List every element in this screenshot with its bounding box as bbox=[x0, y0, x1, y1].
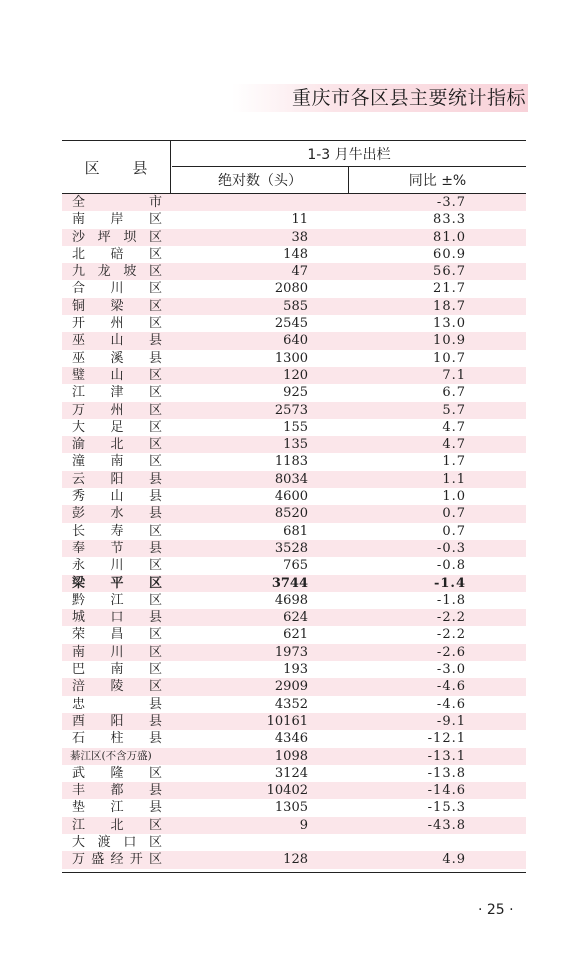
region-name: 开 州 区 bbox=[72, 316, 162, 332]
region-name: 大 渡 口 区 bbox=[72, 834, 162, 850]
absolute-value: 1973 bbox=[274, 644, 308, 660]
table-row bbox=[62, 799, 526, 816]
table-row bbox=[62, 730, 526, 747]
yoy-value: 4.7 bbox=[442, 419, 466, 435]
region-name: 垫 江 县 bbox=[72, 800, 162, 816]
table-body bbox=[62, 194, 526, 869]
yoy-value: -4.6 bbox=[436, 679, 466, 695]
yoy-value: -14.6 bbox=[427, 783, 466, 799]
absolute-value: 2080 bbox=[274, 281, 308, 297]
region-name: 奉 节 县 bbox=[72, 540, 162, 556]
table-row bbox=[62, 315, 526, 332]
yoy-value: -1.4 bbox=[433, 575, 466, 591]
yoy-value: 56.7 bbox=[433, 264, 466, 280]
table-row bbox=[62, 557, 526, 574]
absolute-value: 624 bbox=[283, 610, 308, 626]
region-name: 铜 梁 区 bbox=[72, 298, 162, 314]
region-name: 秀 山 县 bbox=[72, 489, 162, 505]
yoy-value: 18.7 bbox=[433, 298, 466, 314]
table-row bbox=[62, 782, 526, 799]
table-row bbox=[62, 332, 526, 349]
yoy-value: 10.9 bbox=[433, 333, 466, 349]
absolute-value: 9 bbox=[299, 817, 308, 833]
region-name: 合 川 区 bbox=[72, 281, 162, 297]
yoy-value: 81.0 bbox=[433, 229, 466, 245]
yoy-value: 6.7 bbox=[442, 385, 466, 401]
table-row bbox=[62, 453, 526, 470]
absolute-value: 3528 bbox=[274, 540, 308, 556]
region-name: 大 足 区 bbox=[72, 419, 162, 435]
absolute-value: 925 bbox=[283, 385, 308, 401]
yoy-value: -2.6 bbox=[436, 644, 466, 660]
yoy-value: 10.7 bbox=[433, 350, 466, 366]
table-row bbox=[62, 644, 526, 661]
yoy-value: -43.8 bbox=[427, 817, 466, 833]
yoy-value: 13.0 bbox=[433, 316, 466, 332]
yoy-value: -3.7 bbox=[436, 195, 466, 210]
table-row bbox=[62, 229, 526, 246]
table-row bbox=[62, 540, 526, 557]
absolute-value: 135 bbox=[283, 437, 308, 453]
yoy-value: -12.1 bbox=[427, 731, 466, 747]
region-name: 长 寿 区 bbox=[72, 523, 162, 539]
column-header-absolute: 绝对数（头） bbox=[172, 167, 349, 193]
absolute-value: 47 bbox=[291, 264, 308, 280]
absolute-value: 585 bbox=[283, 298, 308, 314]
table-row bbox=[62, 834, 526, 851]
yoy-value: -1.8 bbox=[436, 592, 466, 608]
yoy-value: -0.8 bbox=[436, 558, 466, 574]
table-row bbox=[62, 713, 526, 730]
table-row bbox=[62, 211, 526, 228]
yoy-value: 21.7 bbox=[433, 281, 466, 297]
region-name: 綦江区(不含万盛) bbox=[70, 749, 152, 762]
absolute-value: 193 bbox=[283, 662, 308, 678]
yoy-value: 1.7 bbox=[442, 454, 466, 470]
absolute-value: 2573 bbox=[274, 402, 308, 418]
region-name: 全 市 bbox=[72, 195, 162, 210]
absolute-value: 4346 bbox=[274, 731, 308, 747]
absolute-value: 621 bbox=[283, 627, 308, 643]
page-title: 重庆市各区县主要统计指标 bbox=[291, 87, 526, 109]
yoy-value: 60.9 bbox=[433, 246, 466, 262]
region-name: 云 阳 县 bbox=[72, 471, 162, 487]
table-bottom-rule bbox=[62, 872, 526, 873]
yoy-value: -13.1 bbox=[427, 748, 466, 764]
table-row bbox=[62, 609, 526, 626]
table-header bbox=[62, 141, 526, 193]
yoy-value: 7.1 bbox=[442, 367, 466, 383]
yoy-value: 0.7 bbox=[442, 506, 466, 522]
region-name: 巫 溪 县 bbox=[72, 350, 162, 366]
table-row bbox=[62, 384, 526, 401]
absolute-value: 3744 bbox=[271, 575, 308, 591]
region-name: 万 州 区 bbox=[72, 402, 162, 418]
yoy-value: -9.1 bbox=[436, 713, 466, 729]
absolute-value: 155 bbox=[283, 419, 308, 435]
region-name: 九 龙 坡 区 bbox=[72, 264, 162, 280]
table-row bbox=[62, 748, 526, 765]
absolute-value: 681 bbox=[283, 523, 308, 539]
region-name: 渝 北 区 bbox=[72, 437, 162, 453]
absolute-value: 1183 bbox=[274, 454, 308, 470]
table-row bbox=[62, 436, 526, 453]
absolute-value: 10402 bbox=[266, 783, 308, 799]
absolute-value: 128 bbox=[283, 852, 308, 868]
absolute-value: 11 bbox=[291, 212, 308, 228]
table-row bbox=[62, 350, 526, 367]
yoy-value: 1.1 bbox=[442, 471, 466, 487]
table-row bbox=[62, 765, 526, 782]
absolute-value: 4600 bbox=[274, 489, 308, 505]
table-row bbox=[62, 678, 526, 695]
table-row bbox=[62, 488, 526, 505]
region-name: 彭 水 县 bbox=[72, 506, 162, 522]
table-row bbox=[62, 367, 526, 384]
absolute-value: 2545 bbox=[274, 316, 308, 332]
absolute-value: 120 bbox=[283, 367, 308, 383]
column-header-region: 区 县 bbox=[62, 141, 171, 193]
absolute-value: 10161 bbox=[266, 713, 308, 729]
yoy-value: 1.0 bbox=[442, 489, 466, 505]
yoy-value: -0.3 bbox=[436, 540, 466, 556]
yoy-value: -4.6 bbox=[436, 696, 466, 712]
absolute-value: 4698 bbox=[274, 592, 308, 608]
table-row bbox=[62, 263, 526, 280]
absolute-value: 2909 bbox=[274, 679, 308, 695]
region-name: 城 口 县 bbox=[72, 610, 162, 626]
absolute-value: 1300 bbox=[274, 350, 308, 366]
absolute-value: 38 bbox=[291, 229, 308, 245]
table-row bbox=[62, 817, 526, 834]
absolute-value: 1305 bbox=[274, 800, 308, 816]
region-name: 丰 都 县 bbox=[72, 783, 162, 799]
region-name: 潼 南 区 bbox=[72, 454, 162, 470]
column-header-yoy: 同比 ±% bbox=[408, 173, 467, 189]
region-name: 忠 县 bbox=[72, 696, 162, 712]
absolute-value: 3124 bbox=[274, 765, 308, 781]
region-name: 荣 昌 区 bbox=[72, 627, 162, 643]
region-name: 江 津 区 bbox=[72, 385, 162, 401]
region-name: 黔 江 区 bbox=[72, 592, 162, 608]
table-row bbox=[62, 851, 526, 868]
page-number: · 25 · bbox=[478, 902, 514, 918]
absolute-value: 148 bbox=[283, 246, 308, 262]
yoy-value: 5.7 bbox=[442, 402, 466, 418]
table-row bbox=[62, 661, 526, 678]
absolute-value: 765 bbox=[283, 558, 308, 574]
absolute-value: 8520 bbox=[274, 506, 308, 522]
region-name: 巴 南 区 bbox=[72, 662, 162, 678]
table-row bbox=[62, 696, 526, 713]
table-row bbox=[62, 471, 526, 488]
column-group-title: 1-3 月牛出栏 bbox=[172, 141, 526, 167]
region-name: 南 岸 区 bbox=[72, 212, 162, 228]
yoy-value: -15.3 bbox=[427, 800, 466, 816]
yoy-value: 83.3 bbox=[433, 212, 466, 228]
table-row bbox=[62, 194, 526, 211]
absolute-value: 640 bbox=[283, 333, 308, 349]
table-row bbox=[62, 280, 526, 297]
region-name: 璧 山 区 bbox=[72, 367, 162, 383]
table-row bbox=[62, 523, 526, 540]
table-row bbox=[62, 575, 526, 592]
table-row bbox=[62, 592, 526, 609]
table-row bbox=[62, 419, 526, 436]
region-name: 酉 阳 县 bbox=[72, 713, 162, 729]
region-name: 永 川 区 bbox=[72, 558, 162, 574]
yoy-value: -3.0 bbox=[436, 662, 466, 678]
region-name: 南 川 区 bbox=[72, 644, 162, 660]
region-name: 江 北 区 bbox=[72, 817, 162, 833]
yoy-value: 4.7 bbox=[442, 437, 466, 453]
yoy-value: 4.9 bbox=[442, 852, 466, 868]
absolute-value: 8034 bbox=[274, 471, 308, 487]
table-row bbox=[62, 298, 526, 315]
table-row bbox=[62, 402, 526, 419]
absolute-value: 4352 bbox=[274, 696, 308, 712]
absolute-value: 1098 bbox=[274, 748, 308, 764]
yoy-value: 0.7 bbox=[442, 523, 466, 539]
region-name: 梁 平 区 bbox=[72, 575, 162, 591]
yoy-value: -13.8 bbox=[427, 765, 466, 781]
table-row bbox=[62, 626, 526, 643]
region-name: 沙 坪 坝 区 bbox=[72, 229, 162, 245]
region-name: 武 隆 区 bbox=[72, 765, 162, 781]
region-name: 巫 山 县 bbox=[72, 333, 162, 349]
table-row bbox=[62, 246, 526, 263]
yoy-value: -2.2 bbox=[436, 610, 466, 626]
region-name: 北 碚 区 bbox=[72, 246, 162, 262]
region-name: 万 盛 经 开 区 bbox=[72, 852, 162, 868]
region-name: 涪 陵 区 bbox=[72, 679, 162, 695]
yoy-value: -2.2 bbox=[436, 627, 466, 643]
region-name: 石 柱 县 bbox=[72, 731, 162, 747]
table-row bbox=[62, 505, 526, 522]
